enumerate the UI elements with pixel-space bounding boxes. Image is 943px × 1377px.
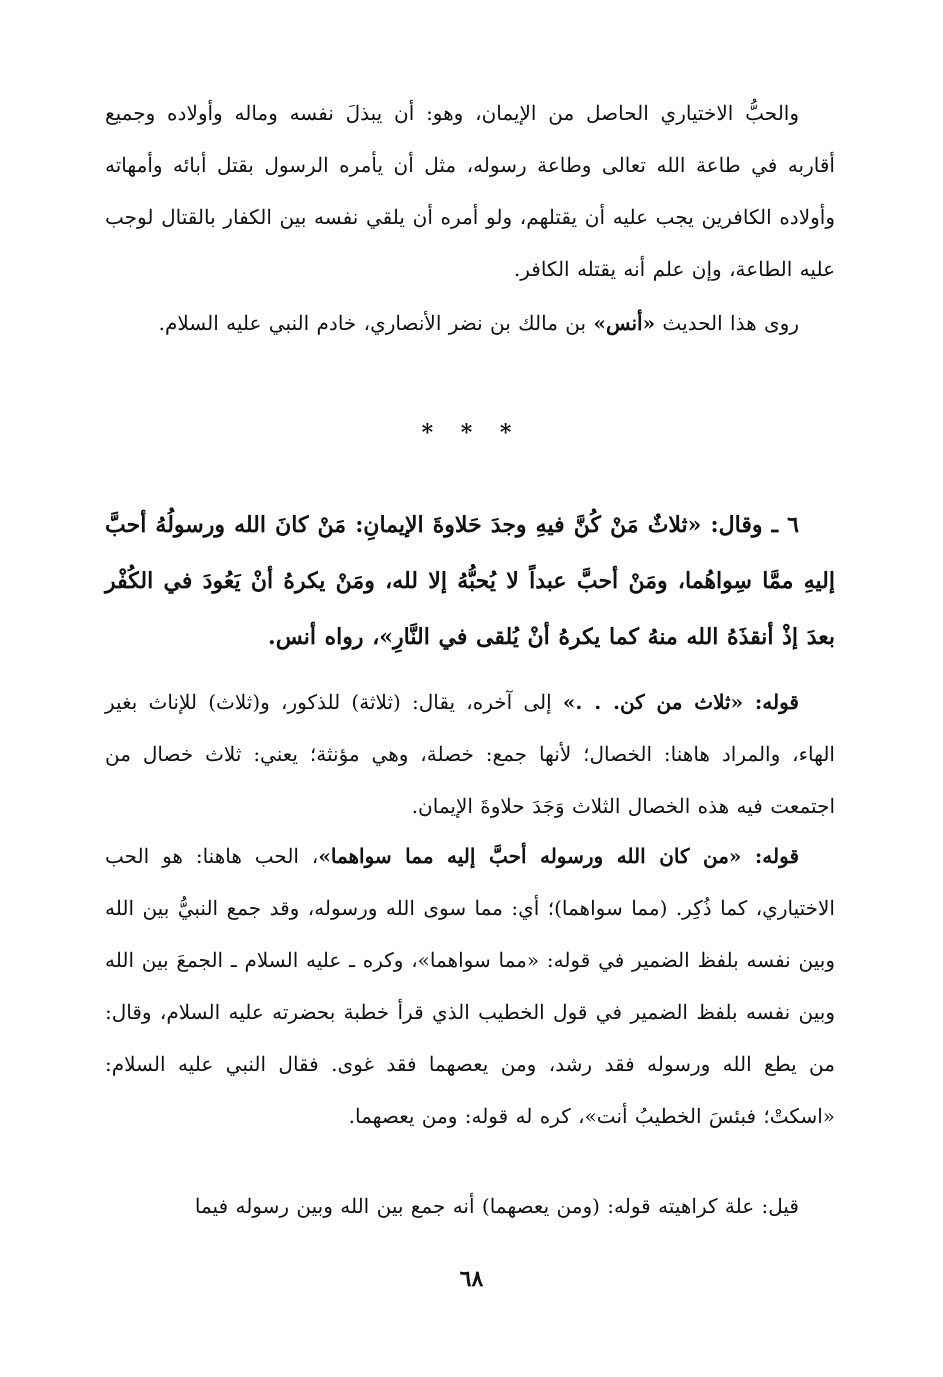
paragraph-love-by-choice xyxy=(105,87,835,295)
paragraph-text xyxy=(105,676,835,832)
narrator-details: بن مالك بن نضر الأنصاري، خادم النبي عليه السلام. xyxy=(158,311,594,335)
hadith-paragraph: ٦ ـ وقال: «ثلاثٌ مَنْ كُنَّ فيهِ وجدَ حَلاوةَ الإيمانِ: مَنْ كانَ الله ورسولُهُ أحبَّ إليهِ ممَّا سِواهُما، ومَنْ أحبَّ عبداً لا يُحبُّهُ إلا لله، ومَنْ يكرهُ أنْ يَعُودَ في الكُفْر بعدَ إذْ أنقذَهُ الله منهُ كما يكرهُ أنْ يُلقى في النَّارِ»، رواه أنس. xyxy=(105,512,835,650)
paragraph-text: والحبُّ الاختياري الحاصل من الإيمان، وهو: أن يبذلَ نفسه وماله وأولاده وجميع أقاربه في طاعة الله تعالى وطاعة رسوله، مثل أن يأمره الرسول بقتل أبائه وأمهاته وأولاده الكافرين يجب عليه أن يقتلهم، ولو أمره أن يلقي نفسه بين الكفار بالقتال لوجب عليه الطاعة، وإن علم أنه يقتله الكافر. xyxy=(105,101,835,281)
paragraph-reason xyxy=(105,1180,835,1232)
commentary-love-of-allah xyxy=(105,830,835,1142)
commentary-three-qualities xyxy=(105,676,835,832)
narrator-intro: روى هذا الحديث xyxy=(655,311,799,335)
commentary-explanation: إلى آخره، يقال: (ثلاثة) للذكور، و(ثلاث) للإناث بغير الهاء، والمراد هاهنا: الخصال؛ لأنها جمع: خصلة، وهي مؤنثة؛ يعني: ثلاث خصال من اجتمعت فيه هذه الخصال الثلاث وَجَدَ حلاوةَ الإيمان. xyxy=(105,690,835,818)
paragraph-text xyxy=(105,830,835,1142)
paragraph-text: قيل: علة كراهيته قوله: (ومن يعصهما) أنه جمع بين الله وبين رسوله فيما xyxy=(194,1194,799,1218)
commentary-explanation: ، الحب هاهنا: هو الحب الاختياري، كما ذُكِر. (مما سواهما)؛ أي: مما سوى الله ورسوله، وقد جمع النبيُّ بين الله وبين نفسه بلفظ الضمير في قوله: «مما سواهما»، وكره ـ عليه السلام ـ الجمعَ بين الله وبين نفسه بلفظ الضمير في قول الخطيب الذي قرأ خطبة بحضرته عليه السلام، وقال: من يطع الله ورسوله فقد رشد، ومن يعصهما فقد غوى. فقال النبي عليه السلام: «اسكتْ؛ فبئسَ الخطيبُ أنت»، كره له قوله: ومن يعصهما. xyxy=(105,844,835,1128)
narrator-name: «أنس» xyxy=(593,311,656,335)
hadith-text xyxy=(105,497,835,665)
paragraph-narrator xyxy=(105,297,835,349)
section-divider-stars: * * * xyxy=(421,420,522,446)
commentary-quote: قوله: «من كان الله ورسوله أحبَّ إليه مما سواهما» xyxy=(318,844,800,868)
paragraph-text xyxy=(105,297,835,349)
commentary-quote: قوله: «ثلاث من كن. . .» xyxy=(562,690,799,714)
page-number: ٦٨ xyxy=(459,1266,484,1292)
